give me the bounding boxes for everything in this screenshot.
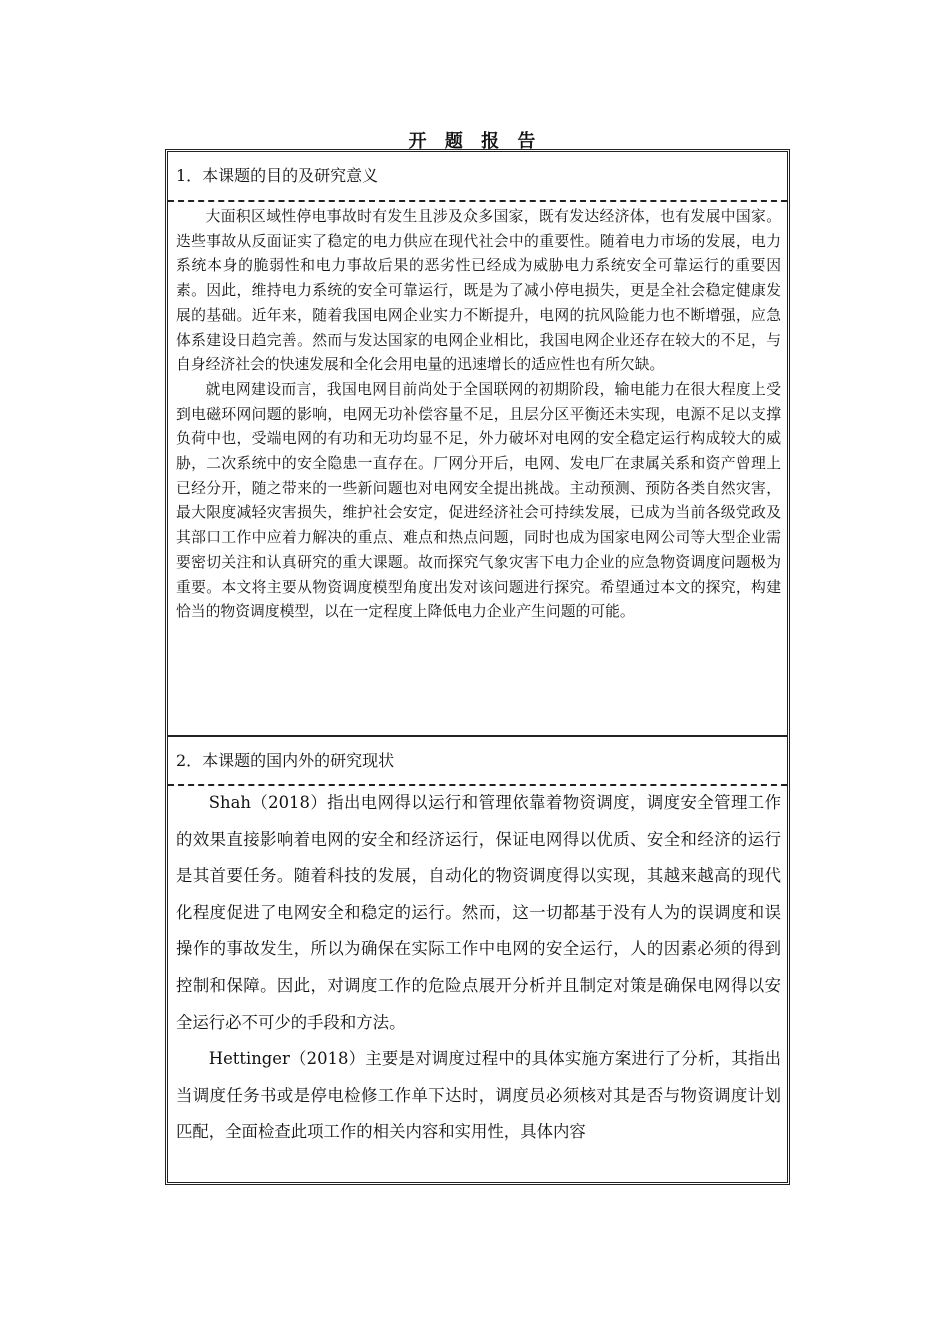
section-separator [168, 735, 787, 737]
section2-paragraph: Hettinger（2018）主要是对调度过程中的具体实施方案进行了分析，其指出当调度任务书或是停电检修工作单下达时，调度员必须核对其是否与物资调度计划匹配，全面检查此项工作的相关内容和实用性，具体内容 [176, 1049, 781, 1142]
section1-paragraph: 就电网建设而言，我国电网目前尚处于全国联网的初期阶段，输电能力在很大程度上受到电磁环网问题的影响，电网无功补偿容量不足，且层分区平衡还未实现，电源不足以支撑负荷中也，受端电网的有功和无功均显不足，外力破坏对电网的安全稳定运行构成较大的威胁，二次系统中的安全隐患一直存在。厂网分开后，电网、发电厂在隶属关系和资产曾理上已经分开，随之带来的一些新问题也对电网安全提出挑战。主动预测、预防各类自然灾害，最大限度减轻灾害损失，维护社会安定，促进经济社会可持续发展，已成为当前各级党政及其部口工作中应着力解决的重点、难点和热点问题，同时也成为国家电网公司等大型企业需要密切关注和认真研究的重大课题。故而探究气象灾害下电力企业的应急物资调度问题极为重要。本文将主要从物资调度模型角度出发对该问题进行探究。希望通过本文的探究，构建恰当的物资调度模型，以在一定程度上降低电力企业产生问题的可能。 [176, 380, 781, 621]
section2-body [176, 785, 781, 1151]
section1-heading: 1．本课题的目的及研究意义 [176, 166, 379, 185]
section2-paragraph: Shah（2018）指出电网得以运行和管理依靠着物资调度，调度安全管理工作的效果直接影响着电网的安全和经济运行，保证电网得以优质、安全和经济的运行是其首要任务。随着科技的发展，自动化的物资调度得以实现，其越来越高的现代化程度促进了电网安全和稳定的运行。然而，这一切都基于没有人为的误调度和误操作的事故发生，所以为确保在实际工作中电网的安全运行，人的因素必须的得到控制和保障。因此，对调度工作的危险点展开分析并且制定对策是确保电网得以安全运行必不可少的手段和方法。 [176, 793, 781, 1032]
section1-body [176, 205, 781, 625]
section2-heading: 2．本课题的国内外的研究现状 [176, 751, 395, 770]
document-title: 开 题 报 告 [408, 131, 542, 152]
section1-paragraph: 大面积区域性停电事故时有发生且涉及众多国家，既有发达经济体，也有发展中国家。迭些事故从反面证实了稳定的电力供应在现代社会中的重要性。随着电力市场的发展，电力系统本身的脆弱性和电力事故后果的恶劣性已经成为威胁电力系统安全可靠运行的重要因素。因此，维持电力系统的安全可靠运行，既是为了减小停电损失，更是全社会稳定健康发展的基础。近年来，随着我国电网企业实力不断提升，电网的抗风险能力也不断增强，应急体系建设日趋完善。然而与发达国家的电网企业相比，我国电网企业还存在较大的不足，与自身经济社会的快速发展和全化会用电量的迅速增长的适应性也有所欠缺。 [176, 208, 781, 374]
section1-divider [168, 200, 787, 202]
proposal-table [165, 149, 790, 1185]
